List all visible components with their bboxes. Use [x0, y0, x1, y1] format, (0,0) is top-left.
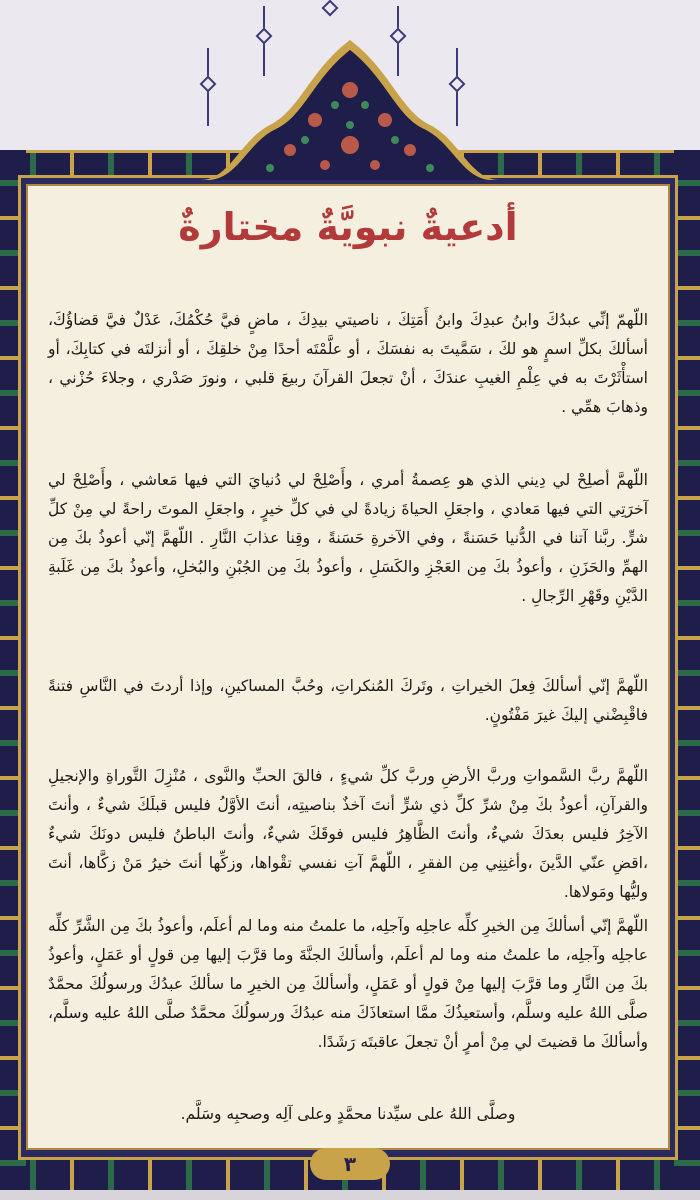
dua-paragraph-4: اللّهمَّ ربَّ السَّمواتِ وربَّ الأرضِ وربَّ كلِّ شيءٍ ، فالقَ الحبِّ والنَّوى ، مُنْزِلَ التَّوراةِ والإنجيلِ والقرآنِ، أعوذُ بكَ مِنْ شرِّ كلِّ ذي شرٍّ أنتَ آخذٌ بناصيتِه، أنتَ الأوَّلُ فليس قبلَكَ شيءٌ ، وأنتَ الآخِرُ فليس بعدَكَ شيءٌ، وأنتَ الظَّاهِرُ فليس فوقَكَ شيءٌ، وأنتَ الباطنُ فليس دونَكَ شيءٌ ،اقضِ عنّي الدَّينَ ،وأغنِنِي مِن الفقرِ ، اللّهمَّ آتِ نفسي تقْواها، وزكِّها أنتَ خيرُ مَنْ زكَّاها، أنتَ وليُّها ومَولاها.: [48, 767, 648, 901]
page-number-badge: [310, 1148, 390, 1180]
dua-paragraph-5: اللّهمَّ إنّي أسألكَ مِن الخيرِ كلِّه عاجلِه وآجلِه، ما علمتُ منه وما لم أعلَم، وأعوذُ بكَ مِن الشَّرِّ كلِّه عاجلِه وآجلِه، ما علمتُ منه وما لم أعلَم، وأسألكَ الجنَّةَ وما قرَّبَ إليها مِن قولٍ أو عَمَلٍ، وأعوذُ بكَ مِن النَّارِ وما قرَّبَ إليها مِنْ قولٍ أو عَمَلٍ، وأسألكَ مِن الخيرِ ما سألكَ عبدُكَ ورسولُكَ محمَّدٌ صلَّى اللهُ عليه وسلَّم، وأستعيذُكَ ممَّا استعاذَكَ منه عبدُكَ ورسولُكَ محمَّدٌ صلَّى اللهُ عليه وسلَّم، وأسألكَ ما قضيتَ لي مِنْ أمرٍ أنْ تجعلَ عاقبتَه رَشَدًا.: [48, 917, 648, 1051]
dua-paragraph-2: اللّهمَّ أصلِحْ لي دِيني الذي هو عِصمةُ أمري ، وأَصْلِحْ لي دُنيايَ التي فيها مَعاشي ، وأَصْلِحْ لي آخرَتِي التي فيها مَعادي ، واجعَلِ الحياةَ زيادةً لي في كلِّ خيرٍ ، واجعَلِ الموتَ راحةً لي مِنْ كلِّ شرٍّ. ربَّنا آتنا في الدُّنيا حَسَنةً ، وفي الآخرةِ حَسَنةً ، وقِنا عذابَ النَّارِ . اللّهمَّ إنّي أعوذُ بكَ مِن الهمِّ والحَزَنِ ، وأعوذُ بكَ مِن العَجْزِ والكَسَلِ ، وأعوذُ بكَ مِن الجُبْنِ والبُخلِ، وأعوذُ بكَ مِن غَلَبةِ الدَّيْنِ وقَهْرِ الرِّجالِ .: [48, 471, 648, 605]
dua-paragraph-3: اللّهمَّ إنّي أسألكَ فِعلَ الخيراتِ ، وتَركَ المُنكراتِ، وحُبَّ المساكينِ، وإذا أردتَ في النَّاسِ فتنةً فاقْبِضْني إليكَ غيرَ مَفْتُونٍ.: [48, 677, 648, 724]
dua-paragraph-1: اللّهمّ إنِّي عبدُكَ وابنُ عبدِكَ وابنُ أَمَتِكَ ، ناصيتي بيدِكَ ، ماضٍ فيَّ حُكْمُكَ، عَدْلٌ فيَّ قضاؤُكَ، أسألكَ بكلِّ اسمٍ هو لكَ ، سَمَّيتَ به نفسَكَ ، أو علَّمْتَه أحدًا مِنْ خلقِكَ ، أو أنزلتَه في كتابِكَ، أو استأْثَرْتَ به في عِلْمِ الغيبِ عندَكَ ، أنْ تجعلَ القرآنَ ربيعَ قلبي ، ونورَ صَدْري ، وجلاءَ حُزْني ، وذهابَ همِّي .: [48, 311, 648, 416]
page-number: ٣: [343, 1152, 357, 1176]
bottom-surface: [0, 1190, 700, 1200]
dome-ornament: [200, 30, 500, 180]
closing-salutation: وصلَّى اللهُ على سيِّدنا محمَّدٍ وعلى آلِه وصحبِه وسَلَّم.: [180, 1105, 516, 1123]
page-title: أدعيةٌ نبويَّةٌ مختارةٌ: [178, 205, 518, 249]
